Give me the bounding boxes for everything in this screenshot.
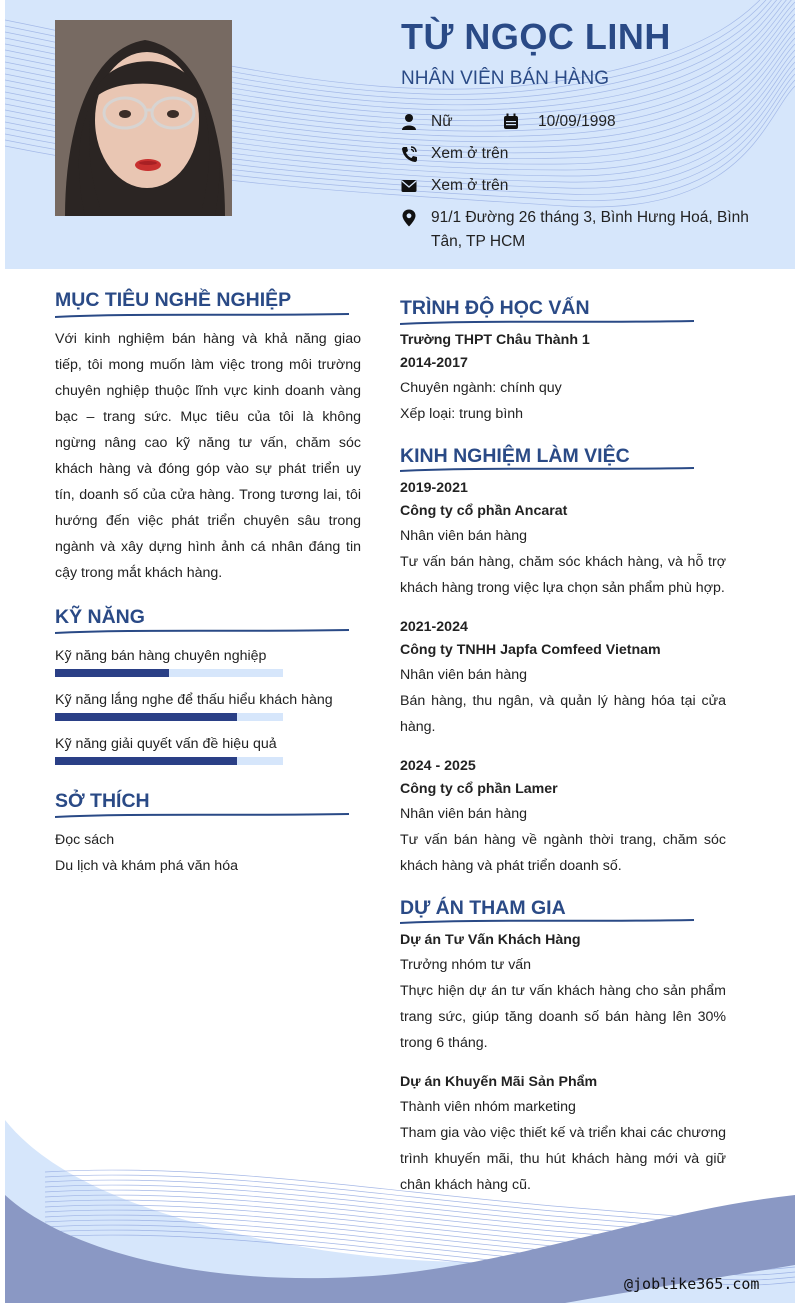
skills-title: KỸ NĂNG (55, 606, 145, 628)
skills-title-underline (55, 627, 351, 637)
skill-bar-fill (55, 669, 169, 677)
objective-title-underline (55, 311, 351, 321)
header (5, 0, 795, 269)
experience-title-underline (400, 465, 696, 475)
experience-description: Tư vấn bán hàng về ngành thời trang, chăm sóc khách hàng và phát triển doanh số. (400, 832, 726, 874)
education-period: 2014-2017 (400, 355, 468, 371)
skill-label: Kỹ năng giải quyết vấn đề hiệu quả (55, 736, 277, 752)
phone-icon (401, 145, 417, 163)
gender-value: Nữ (431, 113, 453, 130)
projects-title-underline (400, 917, 696, 927)
experience-period: 2019-2021 (400, 480, 468, 496)
experience-position: Nhân viên bán hàng (400, 667, 528, 683)
project-description: Tham gia vào việc thiết kế và triển khai các chương trình khuyến mãi, thu hút khách hàng mới và giữ chân khách hàng cũ. (400, 1125, 726, 1193)
calendar-icon (503, 113, 519, 131)
address-line-2: Tân, TP HCM (431, 233, 526, 250)
candidate-name: TỪ NGỌC LINH (401, 16, 671, 57)
experience-position: Nhân viên bán hàng (400, 528, 528, 544)
projects-title: DỰ ÁN THAM GIA (400, 897, 566, 919)
experience-title: KINH NGHIỆM LÀM VIỆC (400, 445, 630, 467)
location-pin-icon (401, 209, 417, 227)
birthdate-row (503, 113, 703, 133)
education-title-underline (400, 318, 696, 328)
project-role: Thành viên nhóm marketing (400, 1099, 576, 1115)
project-name: Dự án Tư Vấn Khách Hàng (400, 932, 581, 948)
skill-bar (55, 713, 283, 721)
skill-label: Kỹ năng lắng nghe để thấu hiểu khách hàng (55, 692, 333, 708)
hobby-item: Đọc sách (55, 832, 115, 848)
skill-bar (55, 669, 283, 677)
hobby-item: Du lịch và khám phá văn hóa (55, 858, 238, 874)
hobbies-title-underline (55, 811, 351, 821)
experience-company: Công ty TNHH Japfa Comfeed Vietnam (400, 642, 661, 658)
objective-title: MỤC TIÊU NGHỀ NGHIỆP (55, 289, 292, 311)
job-title: NHÂN VIÊN BÁN HÀNG (401, 68, 609, 89)
envelope-icon (401, 177, 417, 195)
resume-page (5, 0, 795, 1303)
experience-period: 2024 - 2025 (400, 758, 476, 774)
project-name: Dự án Khuyến Mãi Sản Phẩm (400, 1074, 598, 1090)
education-grade: Xếp loại: trung bình (400, 406, 524, 422)
skill-bar (55, 757, 283, 765)
experience-company: Công ty cổ phần Ancarat (400, 503, 568, 519)
skill-bar-fill (55, 757, 237, 765)
email-value: Xem ở trên (431, 177, 509, 194)
experience-company: Công ty cổ phần Lamer (400, 781, 558, 797)
experience-position: Nhân viên bán hàng (400, 806, 528, 822)
email-row (401, 177, 601, 197)
birthdate-value: 10/09/1998 (538, 113, 616, 130)
address-row (401, 209, 781, 259)
skill-bar-fill (55, 713, 237, 721)
experience-description: Tư vấn bán hàng, chăm sóc khách hàng, và hỗ trợ khách hàng trong việc lựa chọn sản phẩm phù hợp. (400, 554, 726, 596)
project-role: Trưởng nhóm tư vấn (400, 957, 532, 973)
phone-row (401, 145, 601, 165)
objective-text: Với kinh nghiệm bán hàng và khả năng giao tiếp, tôi mong muốn làm việc trong môi trường chuyên nghiệp thuộc lĩnh vực kinh doanh vàng bạc – trang sức. Mục tiêu của tôi là không ngừng nâng cao kỹ năng tư vấn, chăm sóc khách hàng và đóng góp vào sự phát triển uy tín, doanh số của cửa hàng. Trong tương lai, tôi hướng đến việc phát triển chuyên sâu trong ngành và xây dựng hình ảnh cá nhân đáng tin cậy trong mắt khách hàng. (55, 331, 361, 581)
education-title: TRÌNH ĐỘ HỌC VẤN (400, 297, 590, 319)
phone-value: Xem ở trên (431, 145, 509, 162)
hobbies-title: SỞ THÍCH (55, 790, 150, 812)
project-description: Thực hiện dự án tư vấn khách hàng cho sản phẩm trang sức, giúp tăng doanh số bán hàng lên 30% trong 6 tháng. (400, 983, 726, 1051)
user-icon (401, 113, 417, 131)
education-major: Chuyên ngành: chính quy (400, 380, 562, 396)
profile-photo (55, 20, 232, 216)
footer-wave-decoration (5, 1100, 795, 1303)
footer-watermark: @joblike365.com (624, 1275, 760, 1293)
experience-period: 2021-2024 (400, 619, 468, 635)
address-line-1: 91/1 Đường 26 tháng 3, Bình Hưng Hoá, Bình (431, 209, 749, 226)
experience-description: Bán hàng, thu ngân, và quản lý hàng hóa tại cửa hàng. (400, 693, 726, 735)
skill-label: Kỹ năng bán hàng chuyên nghiệp (55, 648, 267, 664)
education-school: Trường THPT Châu Thành 1 (400, 332, 590, 348)
